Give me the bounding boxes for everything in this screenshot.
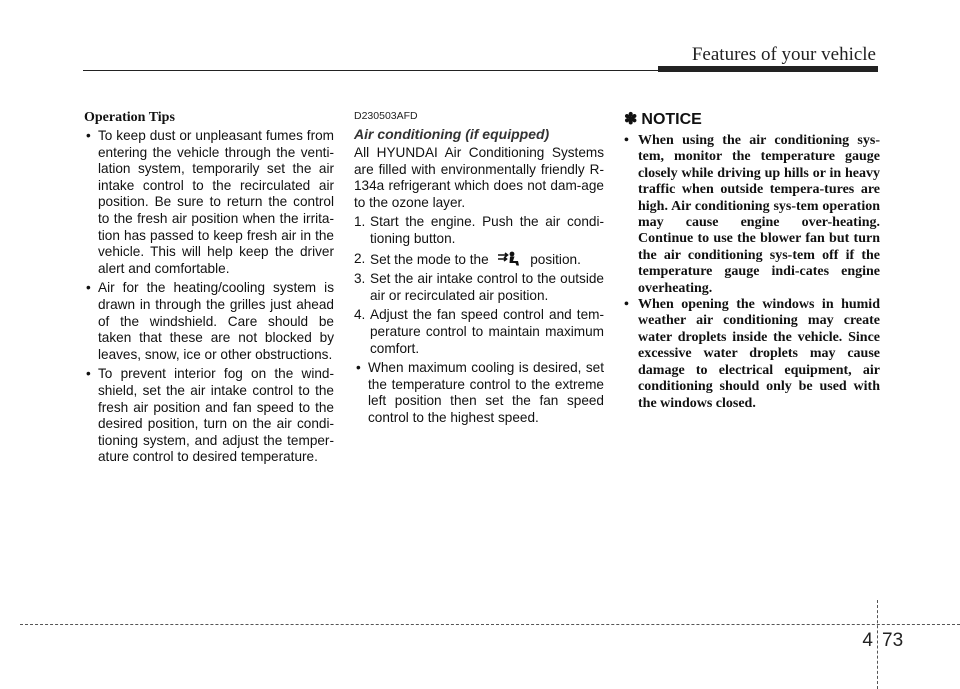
bullet-mark: • (624, 133, 629, 148)
list-item-text: To prevent interior fog on the wind-shield, set the air intake control to the fresh air position and fan speed to the desired position, turn on the air condi-tioning system, and adjust the temper-ature control to desired temperature. (98, 366, 334, 465)
list-item-text: When maximum cooling is desired, set the temperature control to the extreme left position then set the fan speed control to the highest speed. (368, 360, 604, 425)
step-text-pre: Set the mode to the (370, 251, 489, 267)
notice-text: When using the air conditioning sys-tem, monitor the temperature gauge closely while driving up hills or in heavy traffic when outside tempera-tures are high. Air conditioning sys-tem operation may cause engine over-heating. Continue to use the blower fan but turn the air conditioning sys-tem off if the temperature gauge indi-cates engine overheating. (638, 133, 880, 296)
list-item-text: To keep dust or unpleasant fumes from entering the vehicle through the venti-lation system, temporarily set the air intake control to the recirculated air position. Be sure to return the control to the fresh air position when the irrita-tion has passed to keep fresh air in the vehicle. This will help keep the driver alert and comfortable. (98, 128, 334, 276)
step-text: Adjust the fan speed control and tem-perature control to maintain maximum comfort. (370, 307, 604, 356)
list-item (624, 133, 880, 297)
list-item (84, 280, 334, 363)
mode-face-vent-icon (496, 251, 522, 267)
list-item (624, 297, 880, 412)
page-section-number: 4 (862, 630, 873, 651)
list-item (354, 214, 604, 247)
operation-tips-title: Operation Tips (84, 110, 175, 125)
header-rule-accent (658, 66, 878, 72)
list-item (354, 251, 604, 269)
footer-divider (877, 600, 878, 689)
list-item (354, 360, 604, 426)
air-conditioning-steps (354, 214, 604, 357)
step-number: 3. (354, 271, 366, 287)
list-item (84, 128, 334, 277)
step-number: 2. (354, 250, 366, 266)
air-conditioning-tips (354, 360, 604, 426)
operation-tips-list (84, 128, 334, 466)
notice-title: NOTICE (641, 111, 702, 128)
notice-heading (624, 111, 880, 129)
footer-rule (20, 624, 960, 625)
bullet-mark: • (86, 280, 91, 296)
page-number: 73 (882, 630, 904, 651)
notice-star-icon: ✽ (624, 111, 638, 128)
step-text: Start the engine. Push the air condi-tioning button. (370, 214, 604, 246)
step-number: 4. (354, 307, 366, 323)
air-conditioning-column (354, 110, 604, 430)
page-header-title: Features of your vehicle (691, 44, 876, 65)
operation-tips-column (84, 110, 334, 469)
air-conditioning-intro: All HYUNDAI Air Conditioning Systems are filled with environmentally friendly R-134a refrigerant which does not dam-age to the ozone layer. (354, 145, 604, 210)
bullet-mark: • (86, 366, 91, 382)
bullet-mark: • (356, 360, 361, 376)
notice-list (624, 133, 880, 412)
bullet-mark: • (624, 297, 629, 313)
step-number: 1. (354, 214, 366, 230)
list-item-text: Air for the heating/cooling system is drawn in through the grilles just ahead of the windshield. Care should be taken that these are not blocked by leaves, snow, ice or other obstructions. (98, 280, 334, 362)
step-text: Set the air intake control to the outside air or recirculated air position. (370, 271, 604, 303)
air-conditioning-title: Air conditioning (if equipped) (354, 126, 550, 142)
list-item (84, 366, 334, 466)
bullet-mark: • (86, 128, 91, 143)
list-item (354, 271, 604, 304)
step-text-post: position. (530, 251, 581, 267)
notice-text: When opening the windows in humid weather air conditioning may create water droplets inside the vehicle. Since excessive water droplets may cause damage to electrical equipment, air conditioning should only be used with the windows closed. (638, 297, 880, 411)
section-code: D230503AFD (354, 110, 418, 122)
list-item (354, 307, 604, 357)
notice-column (624, 110, 880, 412)
